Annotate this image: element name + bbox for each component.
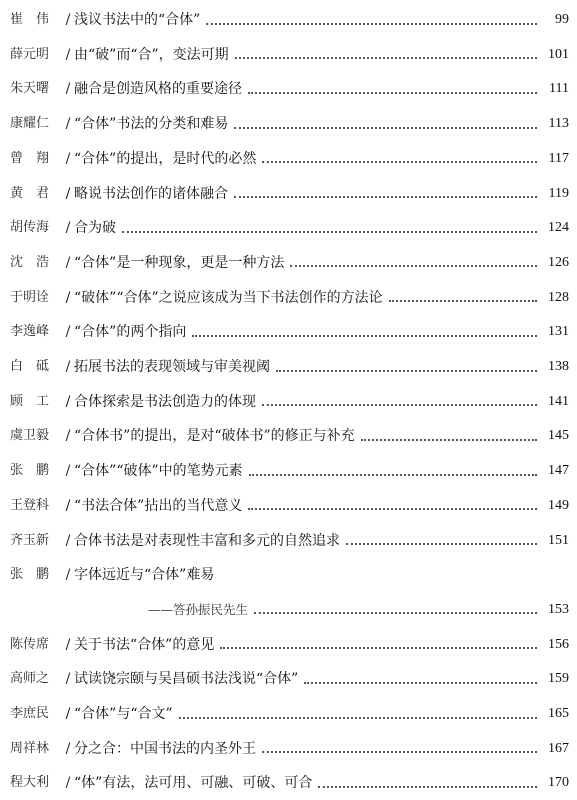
entry-title: 字体远近与“合体”难易	[74, 567, 215, 584]
entry-subtitle: ——答孙振民先生	[148, 601, 249, 617]
entry-page-number: 167	[548, 740, 569, 756]
dot-leader	[262, 750, 537, 753]
entry-title: “合体”的两个指向	[74, 324, 187, 341]
toc-entry[interactable]	[10, 8, 569, 32]
toc-entry[interactable]	[10, 459, 569, 483]
toc-entry[interactable]	[10, 563, 569, 587]
entry-author: 于明诠	[10, 289, 50, 305]
dot-leader	[389, 299, 537, 302]
entry-page-number: 111	[549, 81, 569, 97]
entry-page-number: 126	[548, 254, 569, 270]
entry-page-number: 153	[548, 601, 569, 617]
toc-entry[interactable]	[10, 251, 569, 275]
toc-entry[interactable]	[10, 390, 569, 414]
entry-title: “合体”与“合文”	[74, 706, 173, 722]
toc-entry[interactable]	[10, 494, 569, 518]
toc-entry[interactable]	[10, 667, 569, 691]
entry-page-number: 131	[548, 324, 569, 340]
entry-author: 王登科	[10, 497, 50, 513]
separator-slash: /	[65, 289, 71, 306]
dot-leader	[192, 334, 537, 337]
separator-slash: /	[65, 359, 71, 375]
entry-author: 周祥林	[10, 740, 50, 756]
separator-slash: /	[65, 671, 71, 688]
entry-title: 试读饶宗颐与吴昌硕书法浅说“合体”	[74, 671, 299, 688]
entry-page-number: 156	[548, 636, 569, 652]
entry-page-number: 165	[548, 706, 569, 721]
toc-entry[interactable]	[10, 182, 569, 206]
entry-page-number: 128	[548, 289, 569, 305]
entry-author: 朱天曙	[10, 81, 50, 97]
entry-author: 李庶民	[10, 706, 50, 721]
entry-page-number: 117	[548, 150, 569, 166]
toc-entry[interactable]	[10, 633, 569, 657]
separator-slash: /	[65, 463, 71, 480]
dot-leader	[248, 507, 537, 510]
dot-leader	[262, 403, 537, 406]
separator-slash: /	[65, 636, 71, 653]
separator-slash: /	[65, 12, 71, 28]
dot-leader	[290, 264, 537, 267]
entry-page-number: 147	[548, 463, 569, 479]
entry-author: 虞卫毅	[10, 428, 50, 444]
dot-leader	[276, 369, 537, 372]
entry-page-number: 124	[548, 220, 569, 236]
entry-author: 张 鹏	[10, 567, 50, 583]
toc-entry[interactable]	[10, 77, 569, 101]
entry-author: 康耀仁	[10, 116, 50, 132]
separator-slash: /	[65, 428, 71, 445]
dot-leader	[220, 646, 537, 649]
dot-leader	[248, 91, 537, 94]
entry-title: “合体”是一种现象，更是一种方法	[74, 254, 285, 271]
entry-title: 略说书法创作的诸体融合	[74, 185, 228, 202]
entry-title: 浅议书法中的“合体”	[74, 12, 201, 28]
entry-author: 胡传海	[10, 220, 50, 236]
entry-page-number: 149	[548, 497, 569, 513]
entry-title: 由“破”而“合”，变法可期	[74, 46, 229, 63]
toc-entry[interactable]	[10, 43, 569, 67]
separator-slash: /	[65, 532, 71, 549]
dot-leader	[249, 473, 537, 476]
dot-leader	[122, 230, 537, 233]
entry-author: 曾 翔	[10, 150, 50, 166]
entry-title: 拓展书法的表现领域与审美视阈	[74, 359, 270, 375]
toc-entry[interactable]	[10, 320, 569, 344]
separator-slash: /	[65, 497, 71, 514]
entry-page-number: 101	[548, 46, 569, 62]
entry-author: 白 砥	[10, 359, 50, 374]
dot-leader	[234, 195, 537, 198]
entry-page-number: 151	[548, 532, 569, 548]
entry-author: 张 鹏	[10, 463, 50, 479]
dot-leader	[179, 716, 537, 719]
entry-page-number: 119	[548, 185, 569, 201]
separator-slash: /	[65, 324, 71, 341]
dot-leader	[206, 22, 537, 25]
toc-entry[interactable]	[10, 702, 569, 726]
toc-entry[interactable]	[10, 216, 569, 240]
toc-entry[interactable]	[10, 424, 569, 448]
entry-author: 齐玉新	[10, 532, 50, 548]
entry-title: “合体书”的提出，是对“破体书”的修正与补充	[74, 428, 355, 445]
entry-page-number: 141	[548, 393, 569, 409]
entry-author: 黄 君	[10, 185, 50, 201]
dot-leader	[346, 542, 537, 545]
entry-page-number: 170	[548, 775, 569, 791]
entry-title: “破体”“合体”之说应该成为当下书法创作的方法论	[74, 289, 383, 306]
entry-author: 高师之	[10, 671, 50, 687]
entry-page-number: 159	[548, 671, 569, 687]
separator-slash: /	[65, 567, 71, 584]
entry-author: 崔 伟	[10, 12, 50, 27]
dot-leader	[254, 611, 537, 614]
entry-title: “合体”“破体”中的笔势元素	[74, 463, 243, 480]
entry-author: 程大利	[10, 775, 50, 791]
entry-title: 融合是创造风格的重要途径	[74, 81, 242, 98]
separator-slash: /	[65, 740, 71, 757]
dot-leader	[262, 160, 537, 163]
toc-entry[interactable]	[10, 355, 569, 379]
entry-page-number: 145	[548, 428, 569, 444]
entry-author: 薛元明	[10, 46, 50, 62]
dot-leader	[361, 438, 537, 441]
dot-leader	[235, 56, 537, 59]
dot-leader	[318, 785, 537, 788]
entry-title: 关于书法“合体”的意见	[74, 636, 215, 653]
entry-page-number: 113	[548, 116, 569, 132]
entry-title: 合为破	[74, 220, 116, 237]
toc-entry[interactable]	[10, 286, 569, 310]
entry-title: 合体探索是书法创造力的体现	[74, 393, 256, 410]
entry-title: “合体”的提出，是时代的必然	[74, 150, 257, 167]
separator-slash: /	[65, 775, 71, 792]
separator-slash: /	[65, 706, 71, 722]
entry-page-number: 99	[555, 12, 569, 27]
separator-slash: /	[65, 116, 71, 133]
toc-entry[interactable]	[10, 771, 569, 795]
separator-slash: /	[65, 185, 71, 202]
entry-author: 沈 浩	[10, 254, 50, 270]
entry-page-number: 138	[548, 359, 569, 374]
separator-slash: /	[65, 393, 71, 410]
separator-slash: /	[65, 150, 71, 167]
entry-title: 分之合：中国书法的内圣外王	[74, 740, 256, 757]
entry-title: “体”有法，法可用、可融、可破、可合	[74, 775, 313, 792]
toc-entry[interactable]	[10, 598, 569, 622]
toc-entry[interactable]	[10, 147, 569, 171]
dot-leader	[234, 126, 537, 129]
separator-slash: /	[65, 220, 71, 237]
separator-slash: /	[65, 254, 71, 271]
separator-slash: /	[65, 46, 71, 63]
entry-author: 顾 工	[10, 393, 50, 409]
entry-title: 合体书法是对表现性丰富和多元的自然追求	[74, 532, 340, 549]
toc-entry[interactable]	[10, 112, 569, 136]
entry-author: 李逸峰	[10, 324, 50, 340]
dot-leader	[304, 681, 537, 684]
entry-title: “书法合体”拈出的当代意义	[74, 497, 243, 514]
entry-author: 陈传席	[10, 636, 50, 652]
entry-title: “合体”书法的分类和难易	[74, 116, 229, 133]
toc-entry[interactable]	[10, 737, 569, 761]
toc-entry[interactable]	[10, 529, 569, 553]
separator-slash: /	[65, 81, 71, 98]
